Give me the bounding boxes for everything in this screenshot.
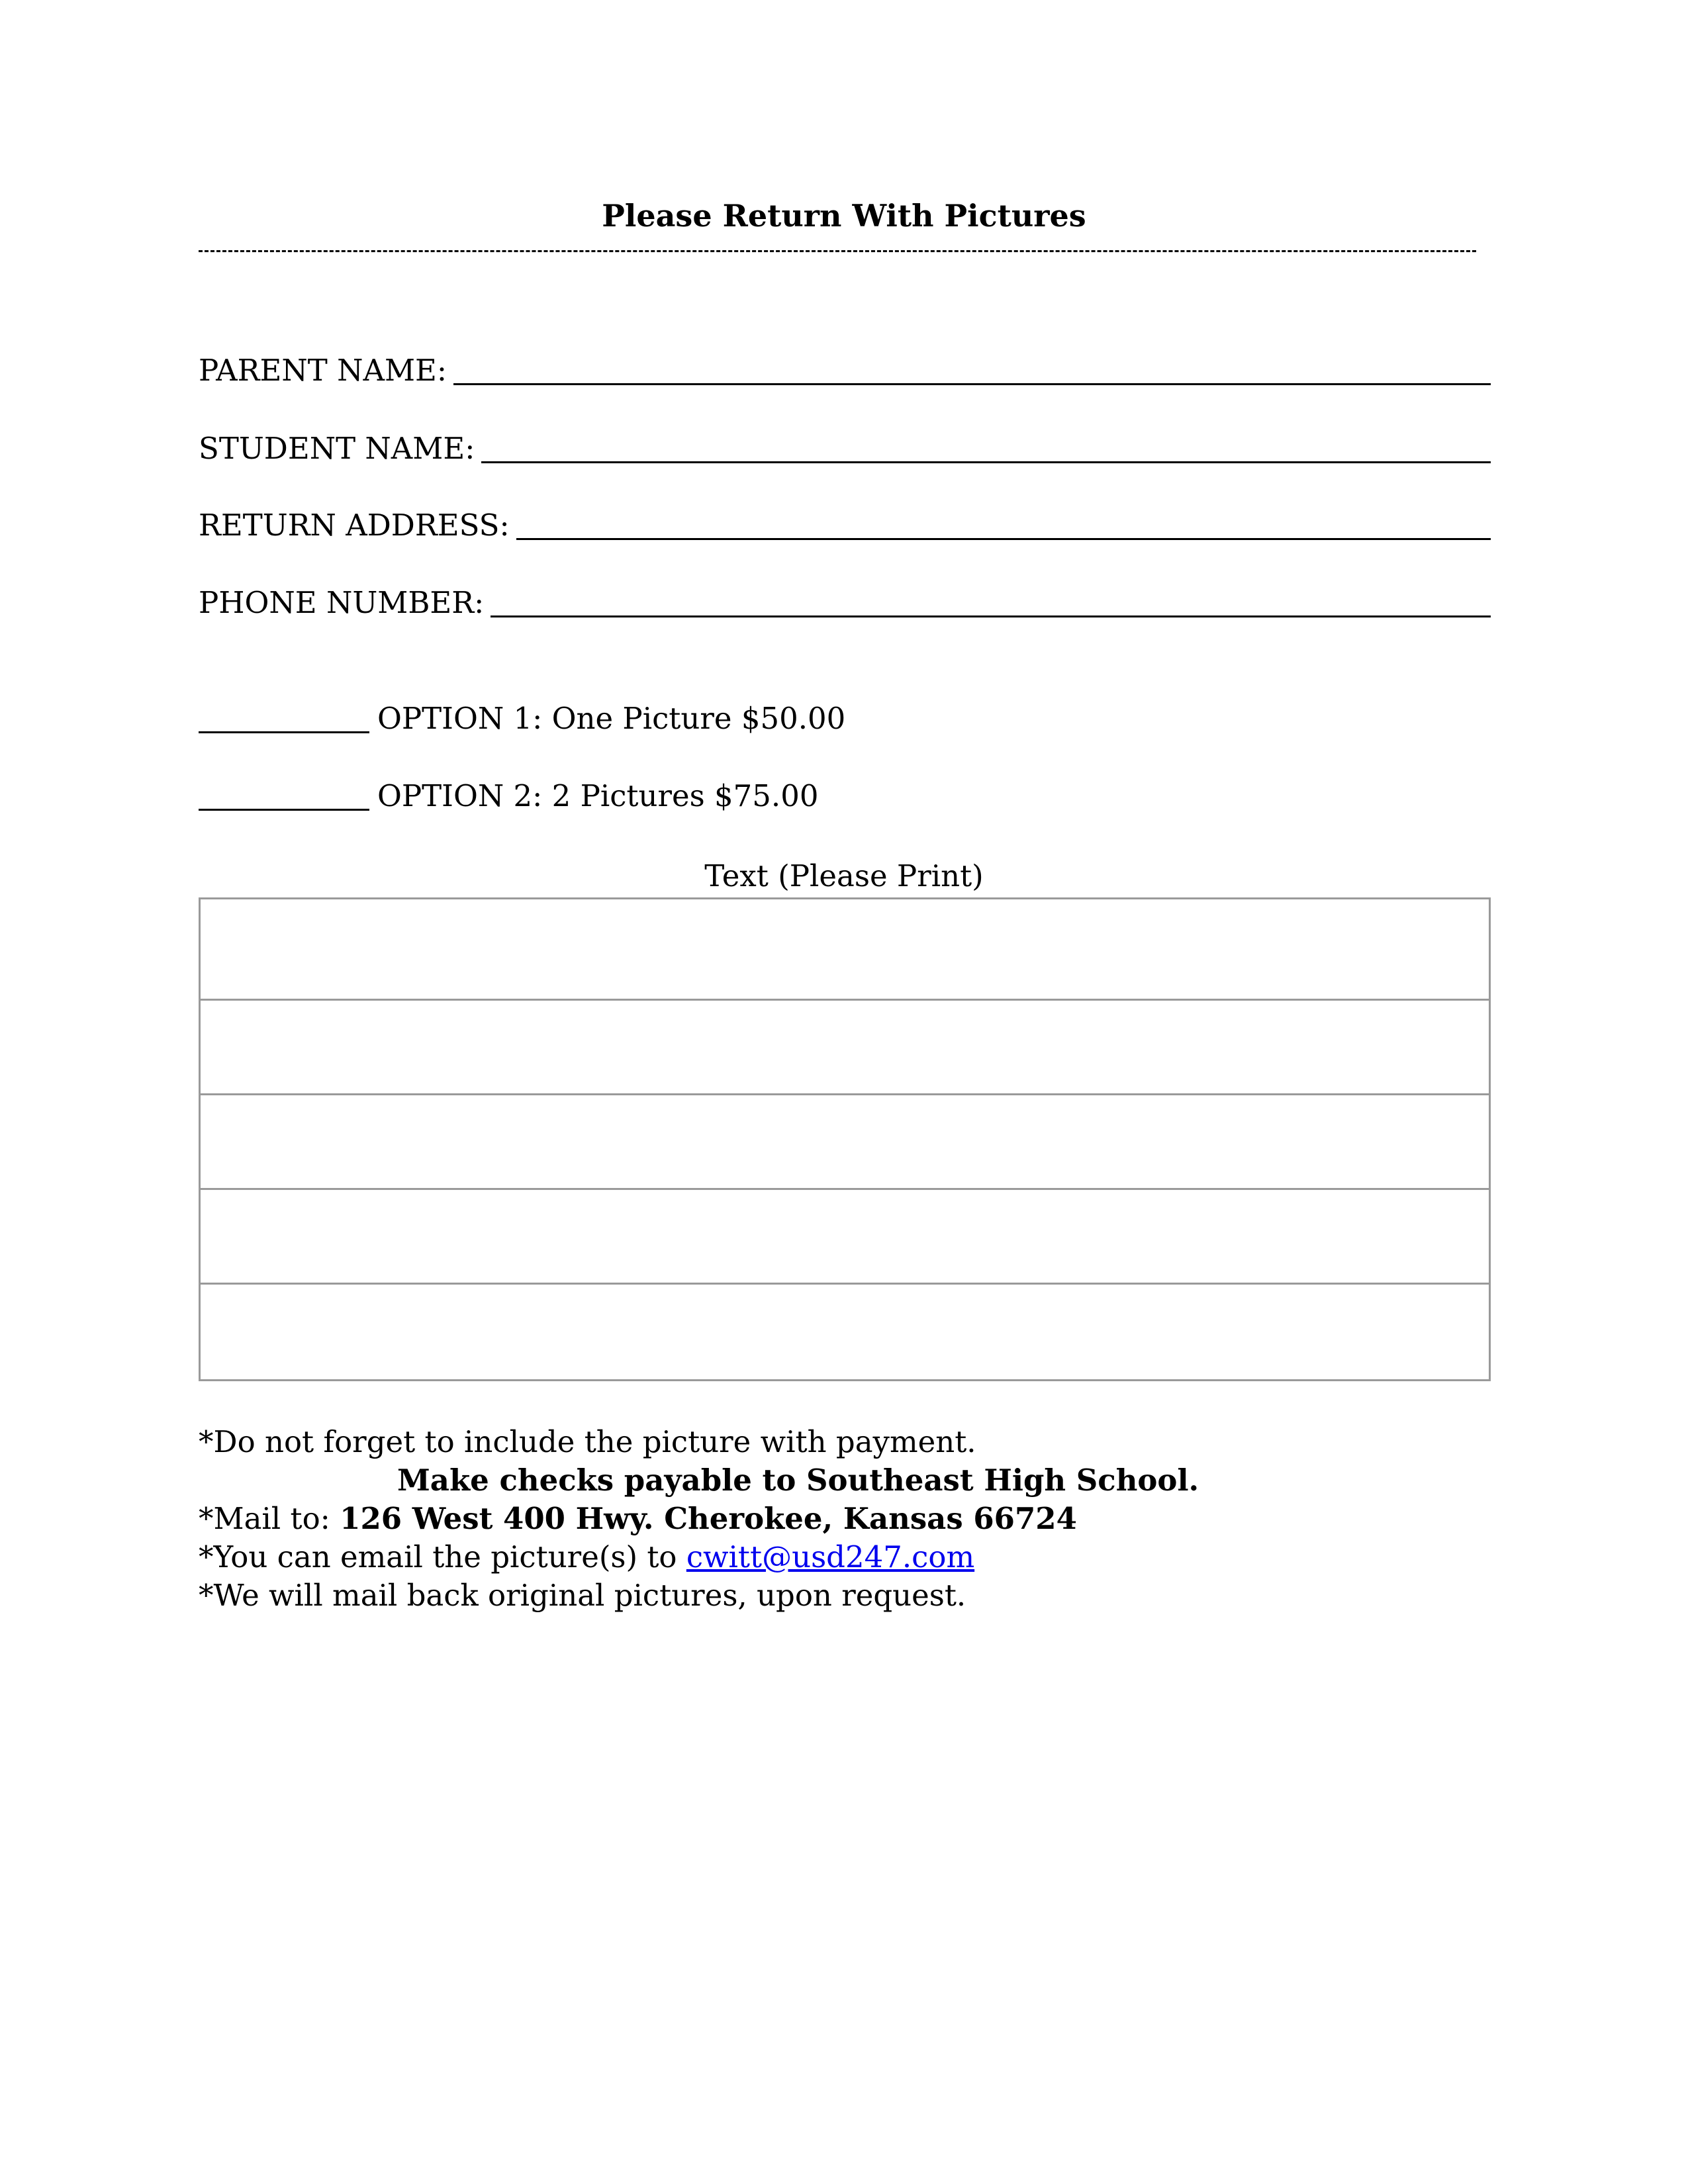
note-include-picture: *Do not forget to include the picture with payment.: [199, 1424, 976, 1459]
option-1-label: OPTION 1: One Picture $50.00: [377, 701, 846, 736]
option-2-row[interactable]: [199, 776, 819, 816]
student-name-field[interactable]: [199, 429, 1491, 469]
phone-number-field[interactable]: [199, 583, 1491, 623]
option-2-blank[interactable]: [199, 809, 369, 811]
email-link[interactable]: cwitt@usd247.com: [686, 1539, 975, 1574]
option-1-row[interactable]: [199, 699, 845, 739]
option-1-blank[interactable]: [199, 731, 369, 733]
note-email: [199, 1538, 974, 1576]
return-address-blank[interactable]: [516, 538, 1491, 540]
mail-address: 126 West 400 Hwy. Cherokee, Kansas 66724: [340, 1501, 1077, 1536]
dashed-separator: [199, 250, 1476, 252]
text-box-row[interactable]: [201, 1190, 1489, 1285]
parent-name-field[interactable]: [199, 351, 1491, 390]
phone-number-blank[interactable]: [491, 615, 1491, 617]
option-2-label: OPTION 2: 2 Pictures $75.00: [377, 778, 819, 813]
text-box-row[interactable]: [201, 899, 1489, 1001]
note-mail-back: *We will mail back original pictures, upon request.: [199, 1578, 966, 1613]
parent-name-blank[interactable]: [453, 383, 1491, 385]
email-prefix: *You can email the picture(s) to: [199, 1539, 686, 1574]
student-name-label: STUDENT NAME:: [199, 431, 475, 466]
text-box-row[interactable]: [201, 1095, 1489, 1190]
note-mail-to: [199, 1500, 1077, 1538]
text-box-heading: Text (Please Print): [704, 858, 984, 893]
return-address-field[interactable]: [199, 506, 1491, 545]
parent-name-label: PARENT NAME:: [199, 353, 447, 388]
return-address-label: RETURN ADDRESS:: [199, 508, 510, 543]
page-title: Please Return With Pictures: [602, 198, 1086, 234]
note-checks-payable: Make checks payable to Southeast High School.: [397, 1463, 1199, 1498]
text-box-row[interactable]: [201, 1001, 1489, 1095]
mail-to-prefix: *Mail to:: [199, 1501, 340, 1536]
text-box-row[interactable]: [201, 1285, 1489, 1379]
phone-number-label: PHONE NUMBER:: [199, 585, 485, 620]
text-box-table: [199, 897, 1491, 1381]
student-name-blank[interactable]: [481, 461, 1491, 463]
